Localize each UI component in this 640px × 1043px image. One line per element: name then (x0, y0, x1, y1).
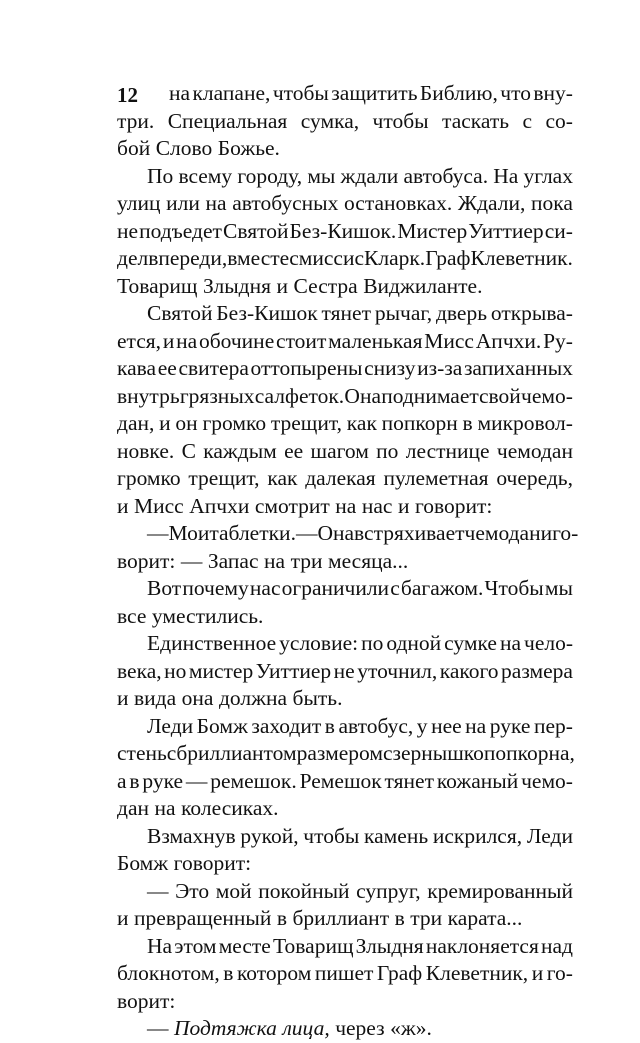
text-line: Товарищ Злыдня и Сестра Виджиланте. (117, 273, 483, 298)
text-line: стень с бриллиантом размером с зернышко попкорна, (117, 741, 575, 765)
text-line: бой Слово Божье. (117, 136, 280, 160)
text-line: и вида она должна быть. (117, 686, 343, 710)
text-line: а в руке — ремешок. Ремешок тянет кожаный чемо- (117, 768, 573, 793)
text-line: По всему городу, мы ждали автобуса. На углах (147, 163, 573, 188)
text-line: внутрь грязных салфеток. Она поднимает свой чемо- (117, 383, 573, 408)
text-line: новке. С каждым ее шагом по лестнице чемодан (117, 438, 573, 463)
page-number: 12 (117, 83, 138, 107)
text-line: дан, и он громко трещит, как попкорн в микровол- (117, 411, 573, 435)
text-line: на клапане, чтобы защитить Библию, что вну- (169, 81, 573, 105)
text-line: дел впереди, вместе с миссис Кларк. Граф Клеветник. (117, 246, 573, 270)
text-line: ется, и на обочине стоит маленькая Мисс Апчхи. Ру- (117, 328, 573, 353)
text-line: ворит: — Запас на три месяца... (117, 548, 409, 573)
text-line: три. Специальная сумка, чтобы таскать с со- (117, 108, 573, 133)
text-line: века, но мистер Уиттиер не уточнил, какого размера (117, 658, 573, 683)
text-line: Леди Бомж заходит в автобус, у нее на руке пер- (147, 713, 573, 738)
text-line: все уместились. (117, 603, 264, 628)
text-line: дан на колесиках. (117, 796, 279, 820)
text-line: улиц или на автобусных остановках. Ждали, пока (117, 191, 573, 215)
text-line: Взмахнув рукой, чтобы камень искрился, Леди (147, 823, 573, 848)
text-line: — Мои таблетки. — Она встряхивает чемодан и го- (147, 521, 579, 545)
text-line: и Мисс Апчхи смотрит на нас и говорит: (117, 493, 493, 518)
text-line: и превращенный в бриллиант в три карата... (117, 906, 523, 930)
text-line: Бомж говорит: (117, 851, 252, 875)
text-line: — Подтяжка лица, через «ж». (147, 1016, 432, 1040)
text-line: Святой Без-Кишок тянет рычаг, дверь открыва- (147, 301, 573, 325)
text-line: громко трещит, как далекая пулеметная очередь, (117, 466, 573, 490)
body-text (117, 80, 579, 1043)
text-line: — Это мой покойный супруг, кремированный (147, 878, 573, 903)
text-line: На этом месте Товарищ Злыдня наклоняется над (147, 933, 573, 958)
text-line: ворит: (117, 988, 176, 1013)
text-line: кава ее свитера оттопырены снизу из-за запиханных (117, 356, 573, 380)
text-line: блокнотом, в котором пишет Граф Клеветник, и го- (117, 961, 573, 985)
text-line: Единственное условие: по одной сумке на чело- (147, 631, 573, 655)
text-line: не подъедет Святой Без-Кишок. Мистер Уиттиер си- (117, 218, 573, 243)
text-line: Вот почему нас ограничили с багажом. Чтобы мы (147, 576, 573, 600)
